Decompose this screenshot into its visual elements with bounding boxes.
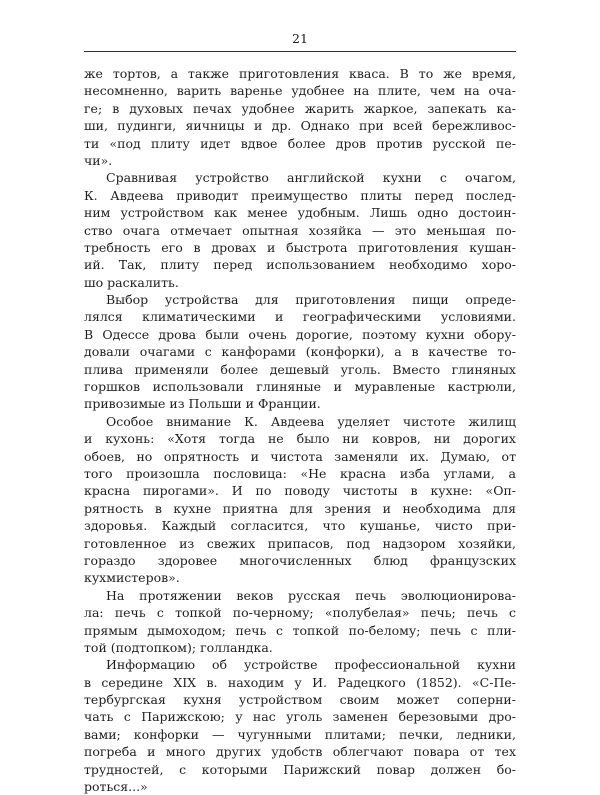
main-text [84, 65, 516, 795]
text-line: вами; конфорки — чугунными плитами; печки, ледники, [84, 726, 516, 742]
text-line: того произошла пословица: «Не красна изба углами, а [84, 465, 516, 481]
text-line: той (подтопком); голландка. [84, 639, 273, 655]
paragraph [84, 656, 516, 795]
paragraph [84, 169, 516, 291]
text-line: Выбор устройства для приготовления пищи опреде- [106, 292, 516, 308]
text-line: горшков использовали глиняные и муравленые кастрюли, [84, 379, 516, 395]
text-line: несомненно, варить варенье удобнее на плите, чем на оча- [84, 83, 516, 99]
text-line: же тортов, а также приготовления кваса. В то же время, [84, 66, 516, 81]
text-line: ти «под плиту идет вдвое более дров против русской пе- [84, 135, 516, 151]
text-line: ге; в духовых печах удобнее жарить жаркое, запекать ка- [84, 100, 516, 116]
text-line: готовленное из свежих припасов, под надзором хозяйки, [84, 535, 516, 551]
text-line: роться...» [84, 779, 148, 795]
text-line: кухмистеров». [84, 570, 180, 586]
text-line: требность его в дровах и быстрота приготовления кушан- [84, 239, 516, 255]
text-line: довали очагами с канфорами (конфорки), а в качестве то- [84, 344, 516, 360]
text-line: обоев, но опрятность и чистота заменяли их. Думаю, от [84, 448, 516, 464]
text-line: В Одессе дрова были очень дорогие, поэтому кухни обору- [84, 326, 516, 342]
text-line: в середине XIX в. находим у И. Радецкого (1852). «С-Пе- [84, 674, 516, 690]
text-line: шо раскалить. [84, 274, 179, 290]
text-line: тербургская кухня устройством своим может соперни- [84, 692, 516, 708]
text-line: чать с Парижскою; у нас уголь заменен березовыми дро- [84, 709, 516, 725]
text-line: привозимые из Польши и Франции. [84, 396, 321, 412]
text-line: прямым дымоходом; печь с топкой по-белому; печь с пли- [84, 622, 516, 638]
text-line: лялся климатическими и географическими условиями. [84, 309, 516, 325]
text-line: На протяжении веков русская печь эволюционирова- [106, 587, 516, 603]
text-line: Особое внимание К. Авдеева уделяет чистоте жилищ [106, 413, 516, 429]
paragraph [84, 413, 516, 587]
text-line: ним устройством как менее удобным. Лишь одно достоин- [84, 205, 516, 221]
header-divider [84, 51, 516, 52]
text-line: красна пирогами». И по поводу чистоты в кухне: «Оп- [84, 483, 516, 499]
text-line: чи». [84, 152, 113, 168]
paragraph [84, 587, 516, 657]
text-line: и кухонь: «Хотя тогда не было ни ковров, ни дорогих [84, 431, 516, 447]
text-line: погреба и много других удобств облегчают повара от тех [84, 744, 516, 760]
text-line: Сравнивая устройство английской кухни с очагом, [106, 170, 516, 186]
text-line: ла: печь с топкой по-черному; «полубелая» печь; печь с [84, 605, 516, 621]
paragraph [84, 291, 516, 413]
text-line: ий. Так, плиту перед использованием необходимо хоро- [84, 257, 516, 273]
text-line: ши, пудинги, яичницы и др. Однако при всей бережливос- [84, 118, 516, 134]
text-line: плива применяли более дешевый уголь. Вместо глиняных [84, 361, 516, 377]
text-line: гораздо здоровее многочисленных блюд французских [84, 552, 516, 568]
text-line: здоровья. Каждый согласится, что кушанье, чисто при- [84, 518, 516, 534]
text-line: ство очага отмечает опытная хозяйка — это меньшая по- [84, 222, 516, 238]
text-line: рятность в кухне приятна для зрения и необходима для [84, 500, 516, 516]
text-line: К. Авдеева приводит преимущество плиты перед послед- [84, 187, 516, 203]
paragraph [84, 65, 516, 169]
text-line: Информацию об устройстве профессиональной кухни [106, 657, 516, 673]
text-line: трудностей, с которыми Парижский повар должен бо- [84, 761, 516, 777]
page-number: 21 [292, 31, 308, 46]
